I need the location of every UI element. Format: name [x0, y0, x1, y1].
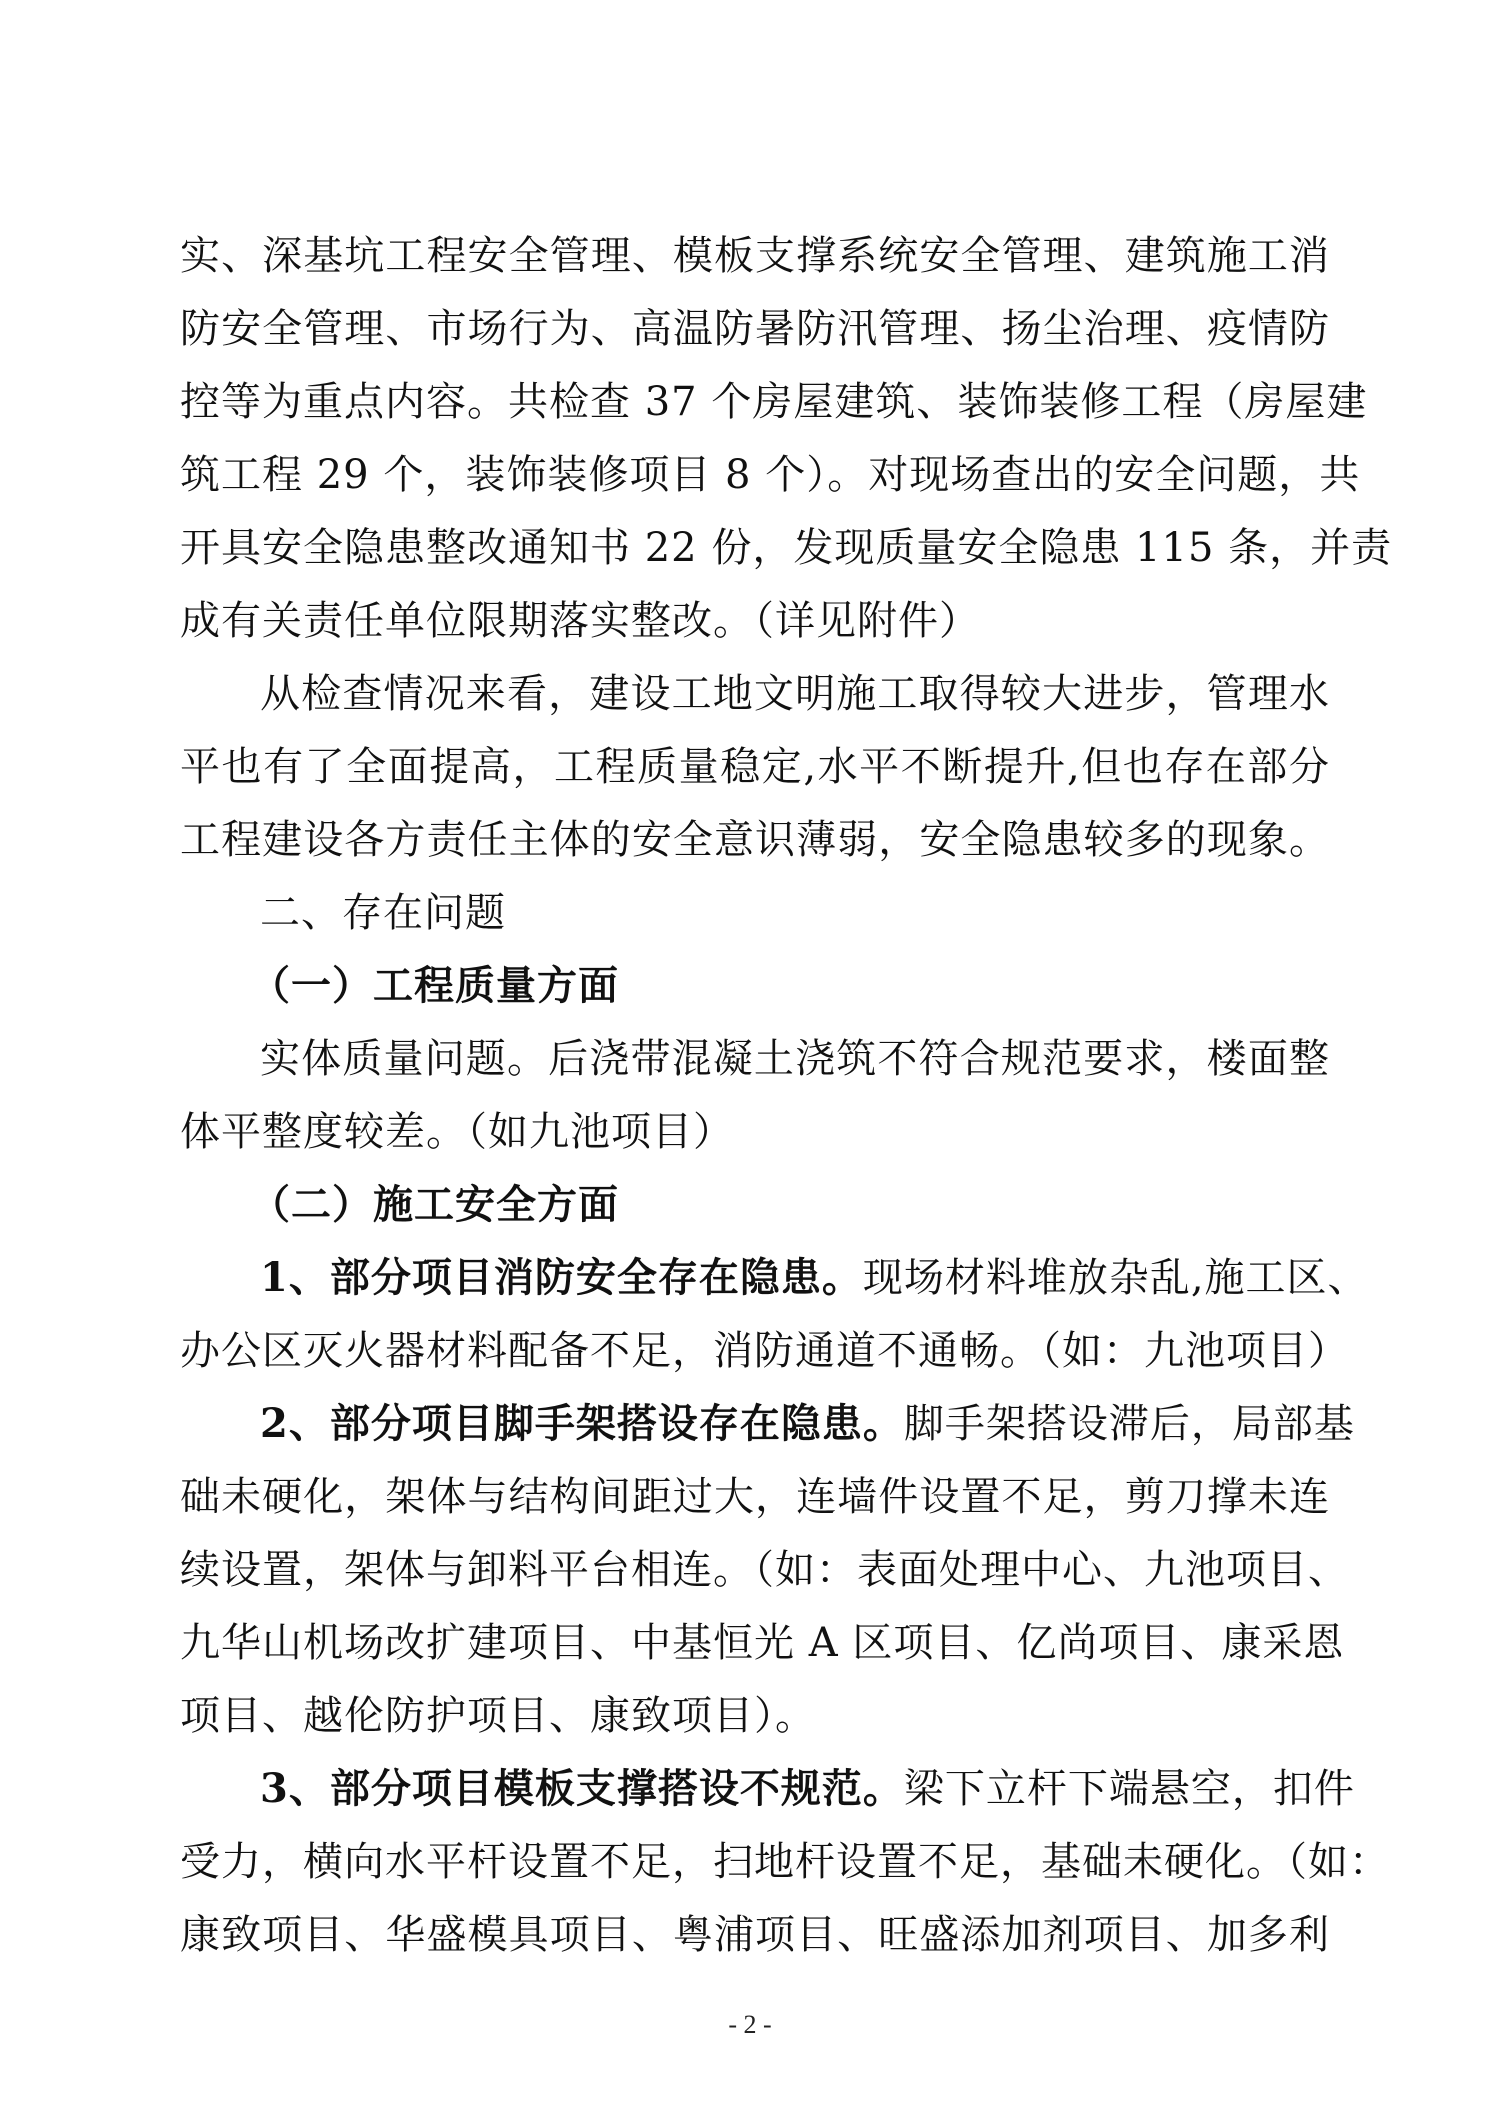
paragraph-line: 项目、越伦防护项目、康致项目）。 [180, 1693, 816, 1739]
paragraph-line: 工程建设各方责任主体的安全意识薄弱，安全隐患较多的现象。 [180, 817, 1330, 863]
list-item-title: 3、部分项目模板支撑搭设不规范。 [260, 1765, 904, 1812]
paragraph-line: 体平整度较差。（如九池项目） [180, 1109, 734, 1155]
list-item-text: 梁下立杆下端悬空，扣件 [903, 1766, 1355, 1812]
list-item-title: 2、部分项目脚手架搭设存在隐患。 [260, 1400, 904, 1447]
paragraph-line: 控等为重点内容。共检查 37 个房屋建筑、装饰装修工程（房屋建 [180, 379, 1368, 425]
paragraph-line: 续设置，架体与卸料平台相连。（如：表面处理中心、九池项目、 [180, 1547, 1349, 1593]
section-heading-problems: 二、存在问题 [260, 890, 506, 936]
paragraph-line: 成有关责任单位限期落实整改。（详见附件） [180, 598, 980, 644]
paragraph-line: 筑工程 29 个，装饰装修项目 8 个）。对现场查出的安全问题，共 [180, 452, 1361, 498]
list-item-3 [260, 1765, 1355, 1813]
list-item-2 [260, 1400, 1355, 1448]
paragraph-line: 防安全管理、市场行为、高温防暑防汛管理、扬尘治理、疫情防 [180, 306, 1330, 352]
paragraph-line: 实体质量问题。后浇带混凝土浇筑不符合规范要求，楼面整 [260, 1036, 1330, 1082]
paragraph-line: 开具安全隐患整改通知书 22 份，发现质量安全隐患 115 条，并责 [180, 525, 1393, 571]
paragraph-line: 受力，横向水平杆设置不足，扫地杆设置不足，基础未硬化。（如： [180, 1839, 1390, 1885]
paragraph-line: 办公区灭火器材料配备不足，消防通道不通畅。（如：九池项目） [180, 1328, 1349, 1374]
paragraph-line: 础未硬化，架体与结构间距过大，连墙件设置不足，剪刀撑未连 [180, 1474, 1330, 1520]
paragraph-line: 实、深基坑工程安全管理、模板支撑系统安全管理、建筑施工消 [180, 233, 1330, 279]
page-number: - 2 - [728, 2010, 772, 2039]
list-item-text: 现场材料堆放杂乱,施工区、 [862, 1255, 1369, 1301]
list-item-title: 1、部分项目消防安全存在隐患。 [260, 1254, 863, 1301]
paragraph-line: 从检查情况来看，建设工地文明施工取得较大进步，管理水 [260, 671, 1330, 717]
subsection-heading-quality: （一）工程质量方面 [250, 962, 619, 1009]
subsection-heading-safety: （二）施工安全方面 [250, 1181, 619, 1228]
list-item-1 [260, 1254, 1369, 1302]
paragraph-line: 九华山机场改扩建项目、中基恒光 A 区项目、亿尚项目、康采恩 [180, 1620, 1345, 1666]
paragraph-line: 平也有了全面提高，工程质量稳定,水平不断提升,但也存在部分 [180, 744, 1330, 790]
list-item-text: 脚手架搭设滞后，局部基 [903, 1401, 1355, 1447]
paragraph-line: 康致项目、华盛模具项目、粤浦项目、旺盛添加剂项目、加多利 [180, 1912, 1330, 1958]
